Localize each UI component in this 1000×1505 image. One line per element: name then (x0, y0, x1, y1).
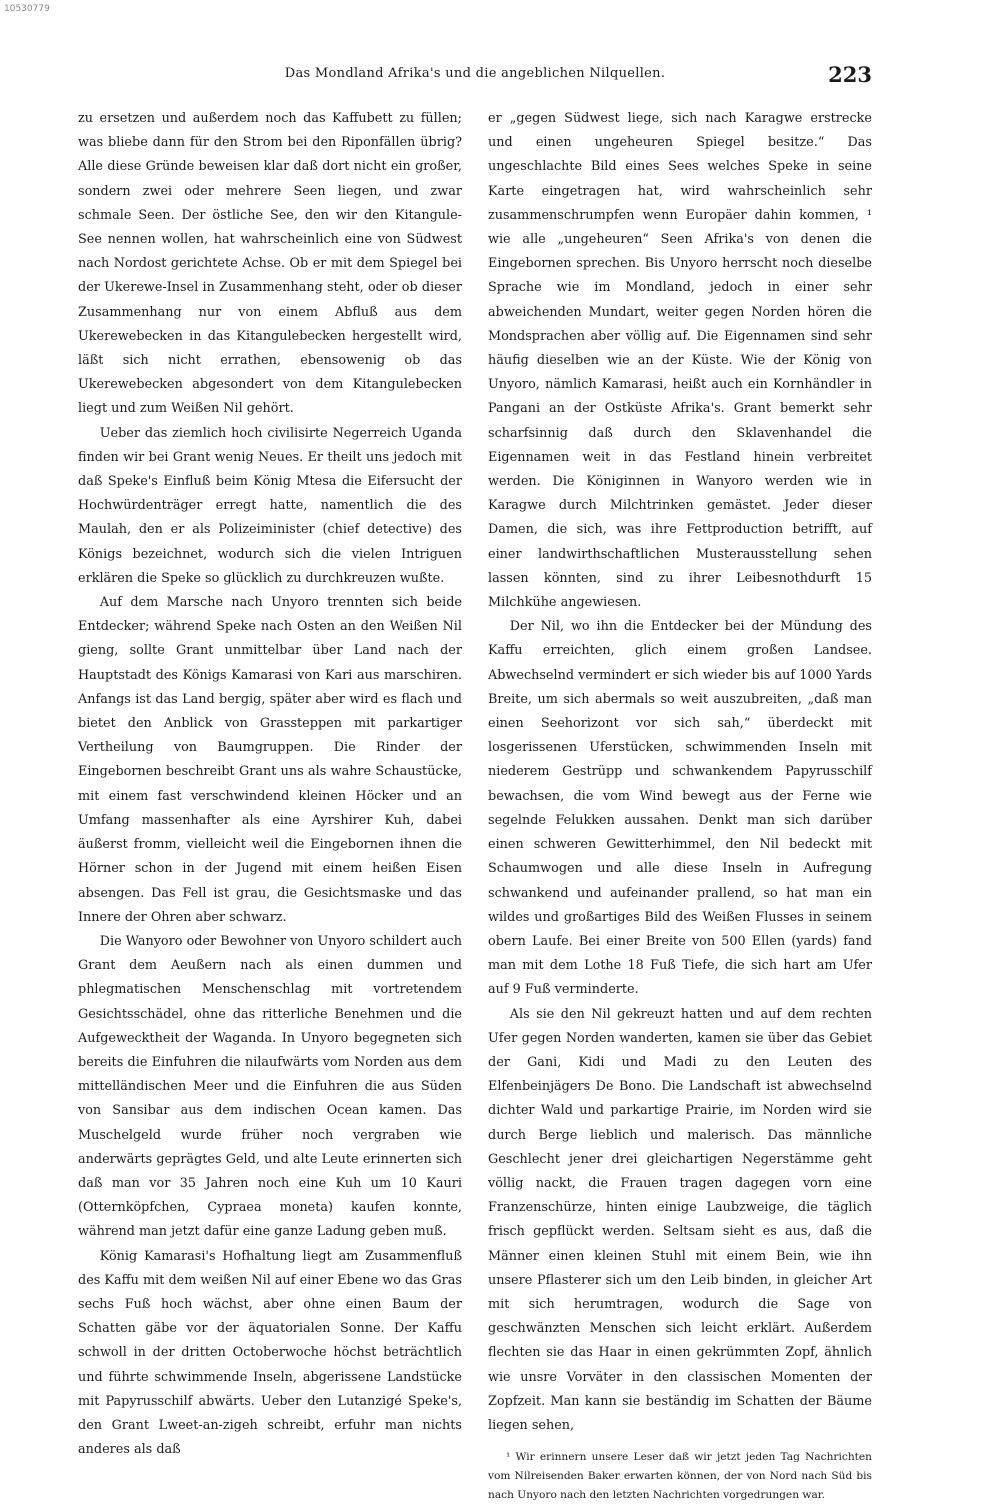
paragraph: Der Nil, wo ihn die Entdecker bei der Mündung des Kaffu erreichten, glich einem großen Landsee. Abwechselnd vermindert er sich wieder bis auf 1000 Yards Breite, um sich abermals so weit auszubreiten, „daß man einen Seehorizont vor sich sah,“ überdeckt mit losgerissenen Uferstücken, schwimmenden Inseln mit niederem Gestrüpp und schwankendem Papyrusschilf bewachsen, die vom Wind bewegt aus der Ferne wie segelnde Felukken aussahen. Denkt man sich darüber einen schweren Gewitterhimmel, den Nil bedeckt mit Schaumwogen und alle diese Inseln in Aufregung schwankend und aufeinander prallend, so hat man ein wildes und großartiges Bild des Weißen Flusses in seinem obern Laufe. Bei einer Breite von 500 Ellen (yards) fand man mit dem Lothe 18 Fuß Tiefe, die sich hart am Ufer auf 9 Fuß verminderte. (488, 619, 872, 998)
footnote: ¹ Wir erinnern unsere Leser daß wir jetzt jeden Tag Nachrichten vom Nilreisenden Baker erwarten können, der von Nord nach Süd bis nach Unyoro nach den letzten Nachrichten vorgedrungen war. (488, 1451, 872, 1502)
paragraph: er „gegen Südwest liege, sich nach Karagwe erstrecke und einen ungeheuren Spiegel besitze.“ Das ungeschlachte Bild eines Sees welches Speke in seine Karte eingetragen hat, wird wahrscheinlich sehr zusammenschrumpfen wenn Europäer dahin kommen, ¹ wie alle „ungeheuren“ Seen Afrika's von denen die Eingebornen sprechen. Bis Unyoro herrscht noch dieselbe Sprache wie im Mondland, jedoch in einer sehr abweichenden Mundart, weiter gegen Norden hören die Mondsprachen aber völlig auf. Die Eigennamen sind sehr häufig dieselben wie an der Küste. Wie der König von Unyoro, nämlich Kamarasi, heißt auch ein Kornhändler in Pangani an der Ostküste Afrika's. Grant bemerkt sehr scharfsinnig daß durch den Sklavenhandel die Eigennamen weit in das Festland hinein verbreitet werden. Die Königinnen in Wanyoro werden wie in Karagwe durch Milchtrinken gemästet. Jeder dieser Damen, die sich, was ihre Fettproduction betrifft, auf einer landwirthschaftlichen Musterausstellung sehen lassen könnten, sind zu ihrer Leibesnothdurft 15 Milchkühe angewiesen. (488, 111, 872, 611)
paragraph: Ueber das ziemlich hoch civilisirte Negerreich Uganda finden wir bei Grant wenig Neues. Er theilt uns jedoch mit daß Speke's Einfluß beim König Mtesa die Eifersucht der Hochwürdenträger erregt hatte, namentlich die des Maulah, den er als Polizeiminister (chief detective) des Königs bezeichnet, wodurch sich die vielen Intriguen erklären die Speke so glücklich zu durchkreuzen wußte. (78, 425, 462, 586)
paragraph: Als sie den Nil gekreuzt hatten und auf dem rechten Ufer gegen Norden wanderten, kamen sie über das Gebiet der Gani, Kidi und Madi zu den Leuten des Elfenbeinjägers De Bono. Die Landschaft ist abwechselnd dichter Wald und parkartige Prairie, im Norden wird sie durch Berge lieblich und malerisch. Das männliche Geschlecht jener drei gleichartigen Negerstämme geht völlig nackt, die Frauen tragen dagegen vorn eine Franzenschürze, hinten einige Laubzweige, die täglich frisch gepflückt werden. Seltsam sieht es aus, daß die Männer einen kleinen Stuhl mit einem Bein, wie ihn unsere Pflasterer sich um den Leib binden, in gleicher Art mit sich herumtragen, wodurch die Sage von geschwänzten Menschen sich leicht erklärt. Außerdem flechten sie das Haar in einen gekrümmten Zopf, ähnlich wie unsre Vorväter in den classischen Momenten der Zopfzeit. Man kann sie beständig im Schatten der Bäume liegen sehen, (488, 1006, 872, 1433)
right-column (488, 107, 872, 1505)
page-id-stamp: 10530779 (4, 4, 50, 14)
running-title: Das Mondland Afrika's und die angeblichen Nilquellen. (284, 66, 666, 81)
paragraph: König Kamarasi's Hofhaltung liegt am Zusammenfluß des Kaffu mit dem weißen Nil auf einer Ebene wo das Gras sechs Fuß hoch wächst, aber ohne einen Baum der Schatten gäbe vor der äquatorialen Sonne. Der Kaffu schwoll in der dritten Octoberwoche höchst beträchtlich und führte schwimmende Inseln, abgerissene Landstücke mit Papyrusschilf abwärts. Ueber den Lutanzigé Speke's, den Grant Lweet-an-zigeh schreibt, erfuhr man nichts anderes als daß (78, 1248, 462, 1458)
paragraph: Auf dem Marsche nach Unyoro trennten sich beide Entdecker; während Speke nach Osten an den Weißen Nil gieng, sollte Grant unmittelbar über Land nach der Hauptstadt des Königs Kamarasi von Kari aus marschiren. Anfangs ist das Land bergig, später aber wird es flach und bietet den Anblick von Grassteppen mit parkartiger Vertheilung von Baumgruppen. Die Rinder der Eingebornen beschreibt Grant uns als wahre Schaustücke, mit einem fast verschwindend kleinen Höcker und an Umfang massenhafter als eine Ayrshirer Kuh, dabei äußerst fromm, vielleicht weil die Eingebornen ihnen die Hörner schon in der Jugend mit einem heißen Eisen absengen. Das Fell ist grau, die Gesichtsmaske und das Innere der Ohren aber schwarz. (78, 595, 462, 925)
paragraph: zu ersetzen und außerdem noch das Kaffubett zu füllen; was bliebe dann für den Strom bei den Riponfällen übrig? Alle diese Gründe beweisen klar daß dort nicht ein großer, sondern zwei oder mehrere Seen liegen, und zwar schmale Seen. Der östliche See, den wir den Kitangule-See nennen wollen, hat wahrscheinlich eine von Südwest nach Nordost gerichtete Achse. Ob er mit dem Spiegel bei der Ukerewe-Insel in Zusammenhang steht, oder ob dieser Zusammenhang nur von einem Abfluß aus dem Ukerewebecken in das Kitangulebecken hergestellt wird, läßt sich nicht errathen, ebensowenig ob das Ukerewebecken abgesondert von dem Kitangulebecken liegt und zum Weißen Nil gehört. (78, 111, 462, 417)
page-number: 223 (828, 62, 872, 87)
page-header (78, 62, 872, 88)
paragraph: Die Wanyoro oder Bewohner von Unyoro schildert auch Grant dem Aeußern nach als einen dummen und phlegmatischen Menschenschlag mit vortretendem Gesichtsschädel, ohne das ritterliche Benehmen und die Aufgewecktheit der Waganda. In Unyoro begegneten sich bereits die Einfuhren die nilaufwärts vom Norden aus dem mittelländischen Meer und die Einfuhren die aus Süden von Sansibar aus dem indischen Ocean kamen. Das Muschelgeld wurde früher noch vergraben wie anderwärts geprägtes Geld, und alte Leute erinnerten sich daß man vor 35 Jahren noch eine Kuh um 10 Kauri (Otternköpfchen, Cypraea moneta) kaufen konnte, während man jetzt dafür eine ganze Ladung geben muß. (78, 933, 462, 1240)
left-column (78, 107, 462, 1462)
